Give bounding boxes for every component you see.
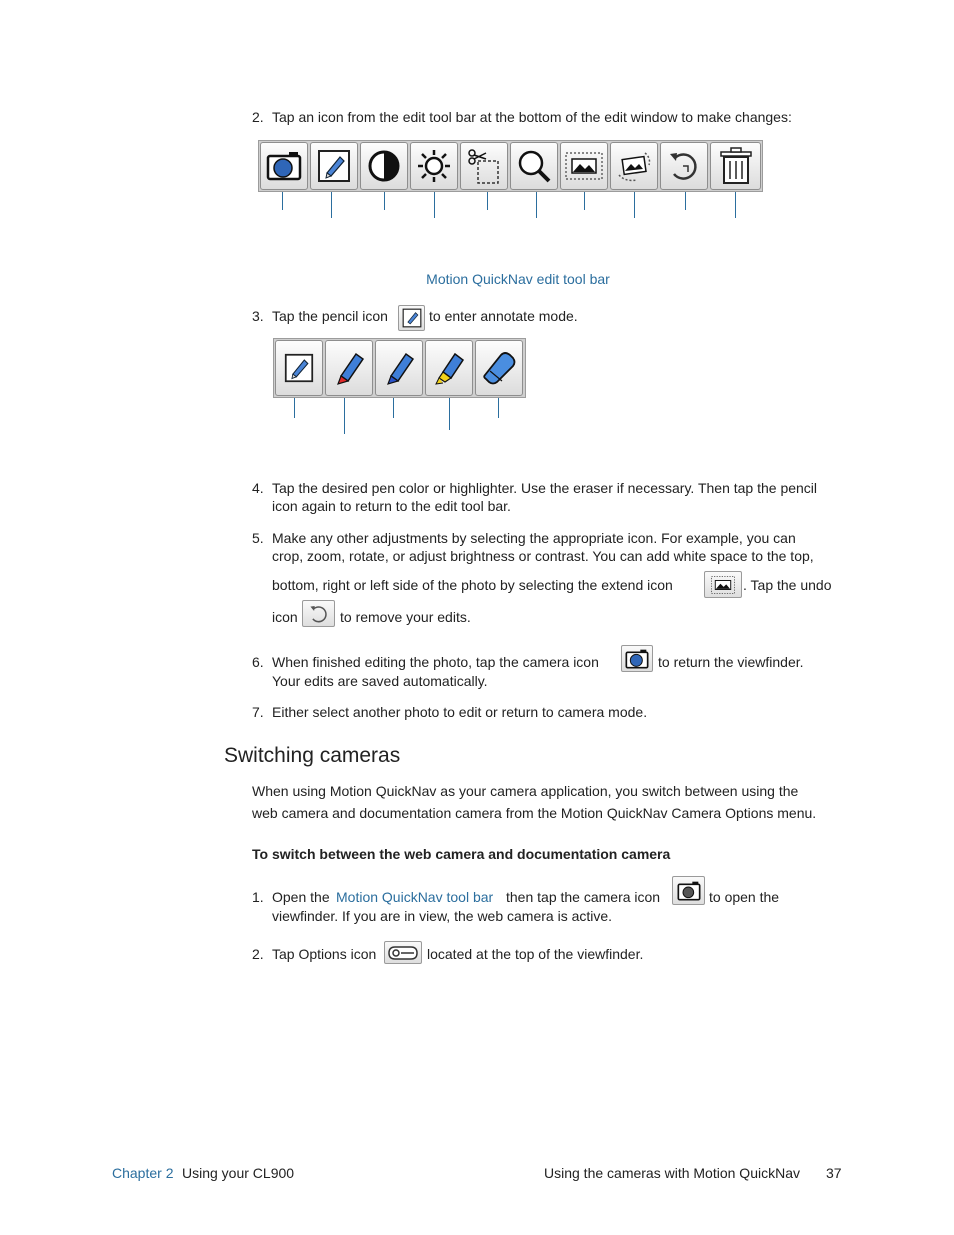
undo-icon (302, 600, 335, 627)
step-text: Tap the desired pen color or highlighter. Use the eraser if necessary. Then tap the pencil (272, 480, 818, 496)
annotate-toolbar (273, 338, 526, 398)
footer-chapter: Chapter 2 (112, 1165, 174, 1181)
step-text: to return the viewfinder. (658, 654, 804, 670)
callout-line (685, 192, 686, 210)
pencil-icon (310, 142, 358, 190)
step-text: Either select another photo to edit or return to camera mode. (272, 704, 648, 720)
step-text: Tap the pencil icon (272, 308, 388, 324)
step-number: 6. (252, 654, 264, 670)
blue-pen-icon (375, 340, 423, 396)
step-text: Tap an icon from the edit tool bar at the bottom of the edit window to make changes: (272, 109, 792, 125)
edit-toolbar (258, 140, 763, 192)
options-icon (384, 941, 422, 964)
pencil-icon (275, 340, 323, 396)
callout-line (536, 192, 537, 218)
eraser-icon (475, 340, 523, 396)
callout-line (735, 192, 736, 218)
contrast-icon (360, 142, 408, 190)
step-number: 1. (252, 889, 264, 905)
callout-line (344, 398, 345, 434)
step-text: to enter annotate mode. (429, 308, 578, 324)
step-text: Make any other adjustments by selecting the appropriate icon. For example, you can (272, 530, 796, 546)
step-text: bottom, right or left side of the photo by selecting the extend icon (272, 577, 673, 593)
highlighter-icon (425, 340, 473, 396)
camera-icon (621, 645, 653, 672)
brightness-icon (410, 142, 458, 190)
rotate-icon (610, 142, 658, 190)
callout-line (384, 192, 385, 210)
footer-section-title: Using the cameras with Motion QuickNav (544, 1165, 800, 1181)
step-text: When finished editing the photo, tap the camera icon (272, 654, 599, 670)
trash-icon (710, 142, 761, 190)
callout-line (634, 192, 635, 218)
step-number: 4. (252, 480, 264, 496)
step-text: viewfinder. If you are in view, the web camera is active. (272, 908, 613, 924)
step-number: 3. (252, 308, 264, 324)
callout-line (434, 192, 435, 218)
pencil-icon (398, 305, 425, 331)
page-number: 37 (826, 1165, 842, 1181)
callout-line (393, 398, 394, 418)
quicknav-toolbar-link[interactable]: Motion QuickNav tool bar (336, 889, 494, 905)
callout-line (584, 192, 585, 210)
step-number: 2. (252, 109, 264, 125)
step-text: crop, zoom, rotate, or adjust brightness or contrast. You can add white space to the top, (272, 548, 814, 564)
intro-text: When using Motion QuickNav as your camera application, you switch between using the (252, 783, 799, 799)
step-number: 7. (252, 704, 264, 720)
procedure-title: To switch between the web camera and documentation camera (252, 846, 671, 862)
extend-icon (560, 142, 608, 190)
step-text: icon again to return to the edit tool bar. (272, 498, 511, 514)
red-pen-icon (325, 340, 373, 396)
section-heading: Switching cameras (224, 744, 401, 767)
camera-icon (672, 876, 705, 905)
callout-line (498, 398, 499, 418)
callout-line (449, 398, 450, 430)
step-text: to open the (709, 889, 780, 905)
callout-line (294, 398, 295, 418)
step-text: Open the (272, 889, 330, 905)
step-text: icon (272, 609, 298, 625)
extend-icon (704, 571, 742, 598)
figure-caption: Motion QuickNav edit tool bar (426, 271, 610, 287)
step-number: 5. (252, 530, 264, 546)
step-text: . Tap the undo (743, 577, 832, 593)
callout-line (331, 192, 332, 218)
step-number: 2. (252, 946, 264, 962)
zoom-icon (510, 142, 558, 190)
callout-line (282, 192, 283, 210)
step-text: located at the top of the viewfinder. (427, 946, 644, 962)
undo-icon (660, 142, 708, 190)
intro-text: web camera and documentation camera from the Motion QuickNav Camera Options menu. (252, 805, 817, 821)
callout-line (487, 192, 488, 210)
footer-chapter-title: Using your CL900 (182, 1165, 295, 1181)
step-text: Tap Options icon (272, 946, 377, 962)
step-text: to remove your edits. (340, 609, 471, 625)
step-text: then tap the camera icon (506, 889, 661, 905)
crop-icon (460, 142, 508, 190)
camera-icon (260, 142, 308, 190)
step-text: Your edits are saved automatically. (272, 673, 488, 689)
